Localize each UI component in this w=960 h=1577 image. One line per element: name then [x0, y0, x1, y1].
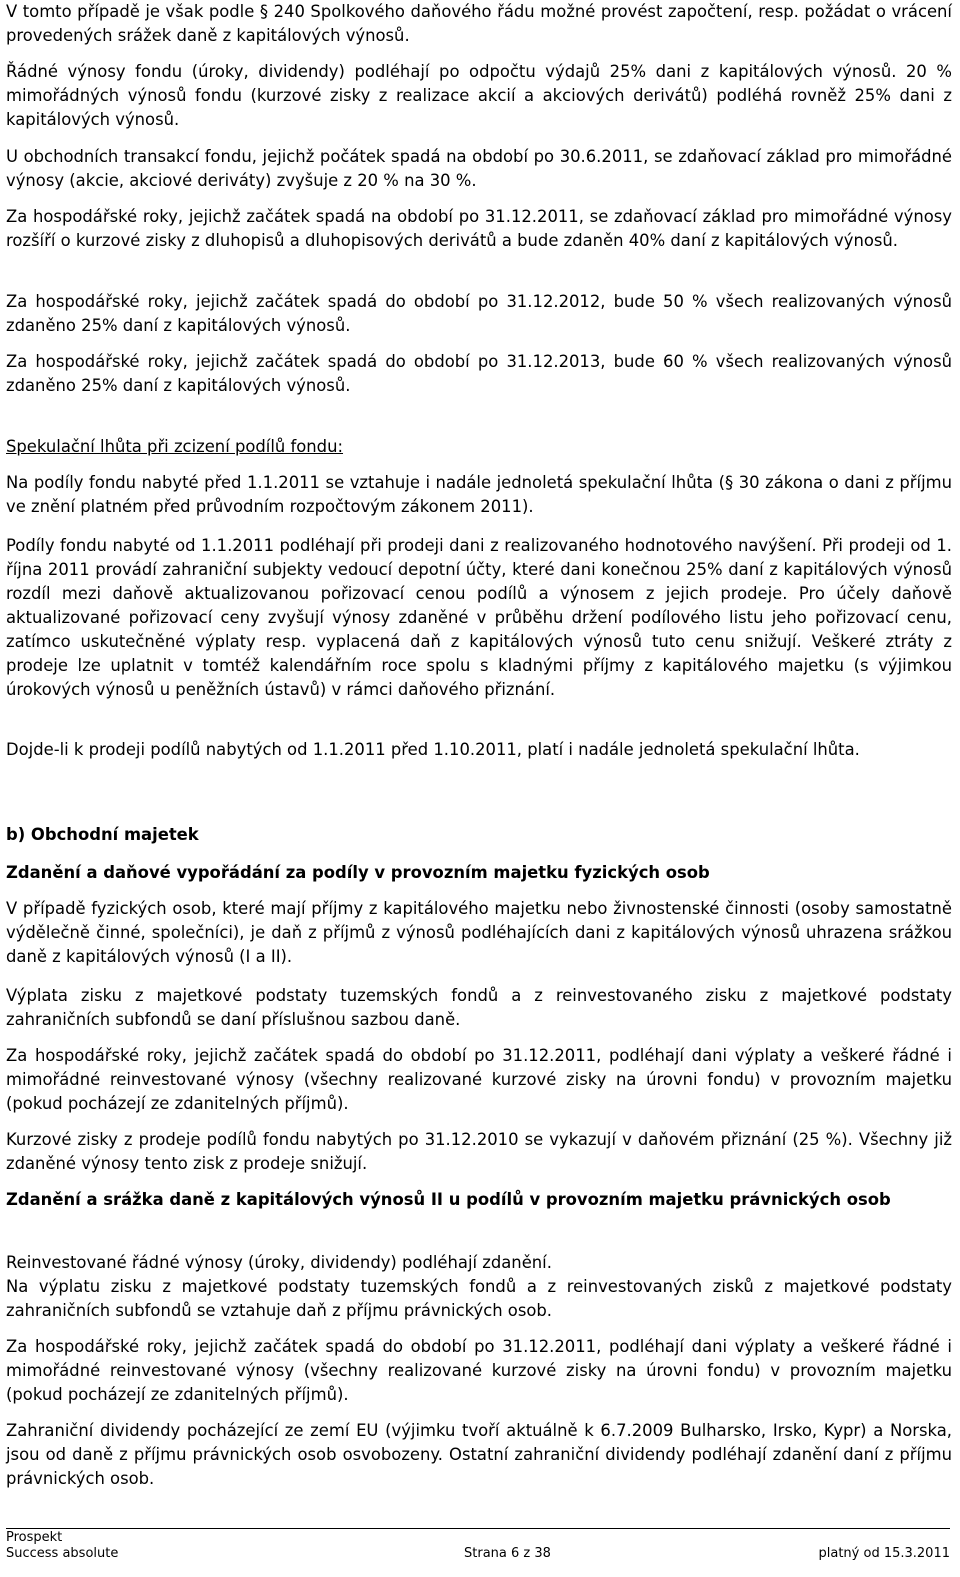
paragraph-fiscal-2013: Za hospodářské roky, jejichž začátek spadá do období po 31.12.2013, bude 60 % všech realizovaných výnosů zdaněno 25% daní z kapitálových výnosů.: [6, 352, 952, 395]
paragraph-reinvested-income: Reinvestované řádné výnosy (úroky, dividendy) podléhají zdanění.: [6, 1253, 552, 1272]
heading-speculation-period: Spekulační lhůta při zcizení podílů fondu:: [6, 437, 344, 456]
footer-line: [6, 1546, 950, 1562]
paragraph-profit-distribution: Výplata zisku z majetkové podstaty tuzemských fondů a z reinvestovaného zisku z majetkové podstaty zahraničních subfondů se daní příslušnou sazbou daně.: [6, 986, 952, 1029]
paragraph-units-from-2011: Podíly fondu nabyté od 1.1.2011 podléhají při prodeji dani z realizovaného hodnotového navýšení. Při prodeji od 1. října 2011 provádí zahraniční subjekty vedoucí depotní účty, které dani konečnou 25% daní z kapitálových výnosů rozdíl mezi daňově aktualizovanou pořizovací cenou podílů a výnosem z jejich prodeje. Pro účely daňově aktualizované pořizovací ceny zvyšují výnosy zdaněné v průběhu držení podílového listu jeho pořizovací cenu, zatímco uskutečněné výplaty resp. vyplacená daň z kapitálových výnosů tuto cenu snižují. Veškeré ztráty z prodeje lze uplatnit v tomtéž kalendářním roce spolu s kladnými příjmy z kapitálového majetku (s výjimkou úrokových výnosů u peněžních ústavů) v rámci daňového přiznání.: [6, 536, 952, 699]
footer-rule: [6, 1528, 950, 1529]
heading-legal-persons: Zdanění a srážka daně z kapitálových výnosů II u podílů v provozním majetku právnických osob: [6, 1190, 891, 1209]
paragraph-corporate-tax: Na výplatu zisku z majetkové podstaty tuzemských fondů a z reinvestovaných zisků z majetkové podstaty zahraničních subfondů se vztahuje daň z příjmu právnických osob.: [6, 1277, 952, 1320]
heading-natural-persons: Zdanění a daňové vypořádání za podíly v provozním majetku fyzických osob: [6, 863, 710, 882]
paragraph-sale-before-oct-2011: Dojde-li k prodeji podílů nabytých od 1.1.2011 před 1.10.2011, platí i nadále jednoletá spekulační lhůta.: [6, 740, 860, 759]
heading-business-assets: b) Obchodní majetek: [6, 825, 199, 844]
footer: [6, 1530, 950, 1562]
footer-fund-name: Success absolute: [6, 1546, 119, 1561]
paragraph-fiscal-2011: Za hospodářské roky, jejichž začátek spadá na období po 31.12.2011, se zdaňovací základ pro mimořádné výnosy rozšíří o kurzové zisky z dluhopisů a dluhopisových derivátů a bude zdaněn 40% daní z kapitálových výnosů.: [6, 207, 952, 250]
paragraph-ordinary-income: Řádné výnosy fondu (úroky, dividendy) podléhají po odpočtu výdajů 25% dani z kapitálových výnosů. 20 % mimořádných výnosů fondu (kurzové zisky z realizace akcií a akciových derivátů) podléhá rovněž 25% dani z kapitálových výnosů.: [6, 62, 952, 129]
paragraph-natural-persons: V případě fyzických osob, které mají příjmy z kapitálového majetku nebo živnostenské činnosti (osoby samostatně výdělečně činné, společníci), je daň z příjmů z výnosů podléhajících dani z kapitálových výnosů uhrazena srážkou daně z kapitálových výnosů (I a II).: [6, 899, 952, 966]
paragraph-transactions-2011: U obchodních transakcí fondu, jejichž počátek spadá na období po 30.6.2011, se zdaňovací základ pro mimořádné výnosy (akcie, akciové deriváty) zvyšuje z 20 % na 30 %.: [6, 147, 952, 190]
footer-valid-from: platný od 15.3.2011: [818, 1546, 950, 1561]
footer-page-number: Strana 6 z 38: [464, 1546, 551, 1561]
paragraph-fiscal-2011-legal: Za hospodářské roky, jejichž začátek spadá do období po 31.12.2011, podléhají dani výplaty a veškeré řádné i mimořádné reinvestované výnosy (všechny realizované kurzové zisky na úrovni fondu) v provozním majetku (pokud pocházejí ze zdanitelných příjmů).: [6, 1337, 952, 1404]
paragraph-foreign-dividends: Zahraniční dividendy pocházející ze zemí EU (výjimku tvoří aktuálně k 6.7.2009 Bulharsko, Irsko, Kypr) a Norska, jsou od daně z příjmu právnických osob osvobozeny. Ostatní zahraniční dividendy podléhají zdanění daní z příjmu právnických osob.: [6, 1421, 952, 1488]
paragraph-fiscal-2011-business: Za hospodářské roky, jejichž začátek spadá do období po 31.12.2011, podléhají dani výplaty a veškeré řádné i mimořádné reinvestované výnosy (všechny realizované kurzové zisky na úrovni fondu) v provozním majetku (pokud pocházejí ze zdanitelných příjmů).: [6, 1046, 952, 1113]
footer-document-type: Prospekt: [6, 1530, 63, 1545]
paragraph-currency-gains: Kurzové zisky z prodeje podílů fondu nabytých po 31.12.2010 se vykazují v daňovém přiznání (25 %). Všechny již zdaněné výnosy tento zisk z prodeje snižují.: [6, 1130, 952, 1173]
paragraph-offset-note: V tomto případě je však podle § 240 Spolkového daňového řádu možné provést započtení, resp. požádat o vrácení provedených srážek daně z kapitálových výnosů.: [6, 2, 952, 45]
paragraph-fiscal-2012: Za hospodářské roky, jejichž začátek spadá do období po 31.12.2012, bude 50 % všech realizovaných výnosů zdaněno 25% daní z kapitálových výnosů.: [6, 292, 952, 335]
paragraph-units-before-2011: Na podíly fondu nabyté před 1.1.2011 se vztahuje i nadále jednoletá spekulační lhůta (§ 30 zákona o dani z příjmu ve znění platném před průvodním rozpočtovým zákonem 2011).: [6, 473, 952, 516]
